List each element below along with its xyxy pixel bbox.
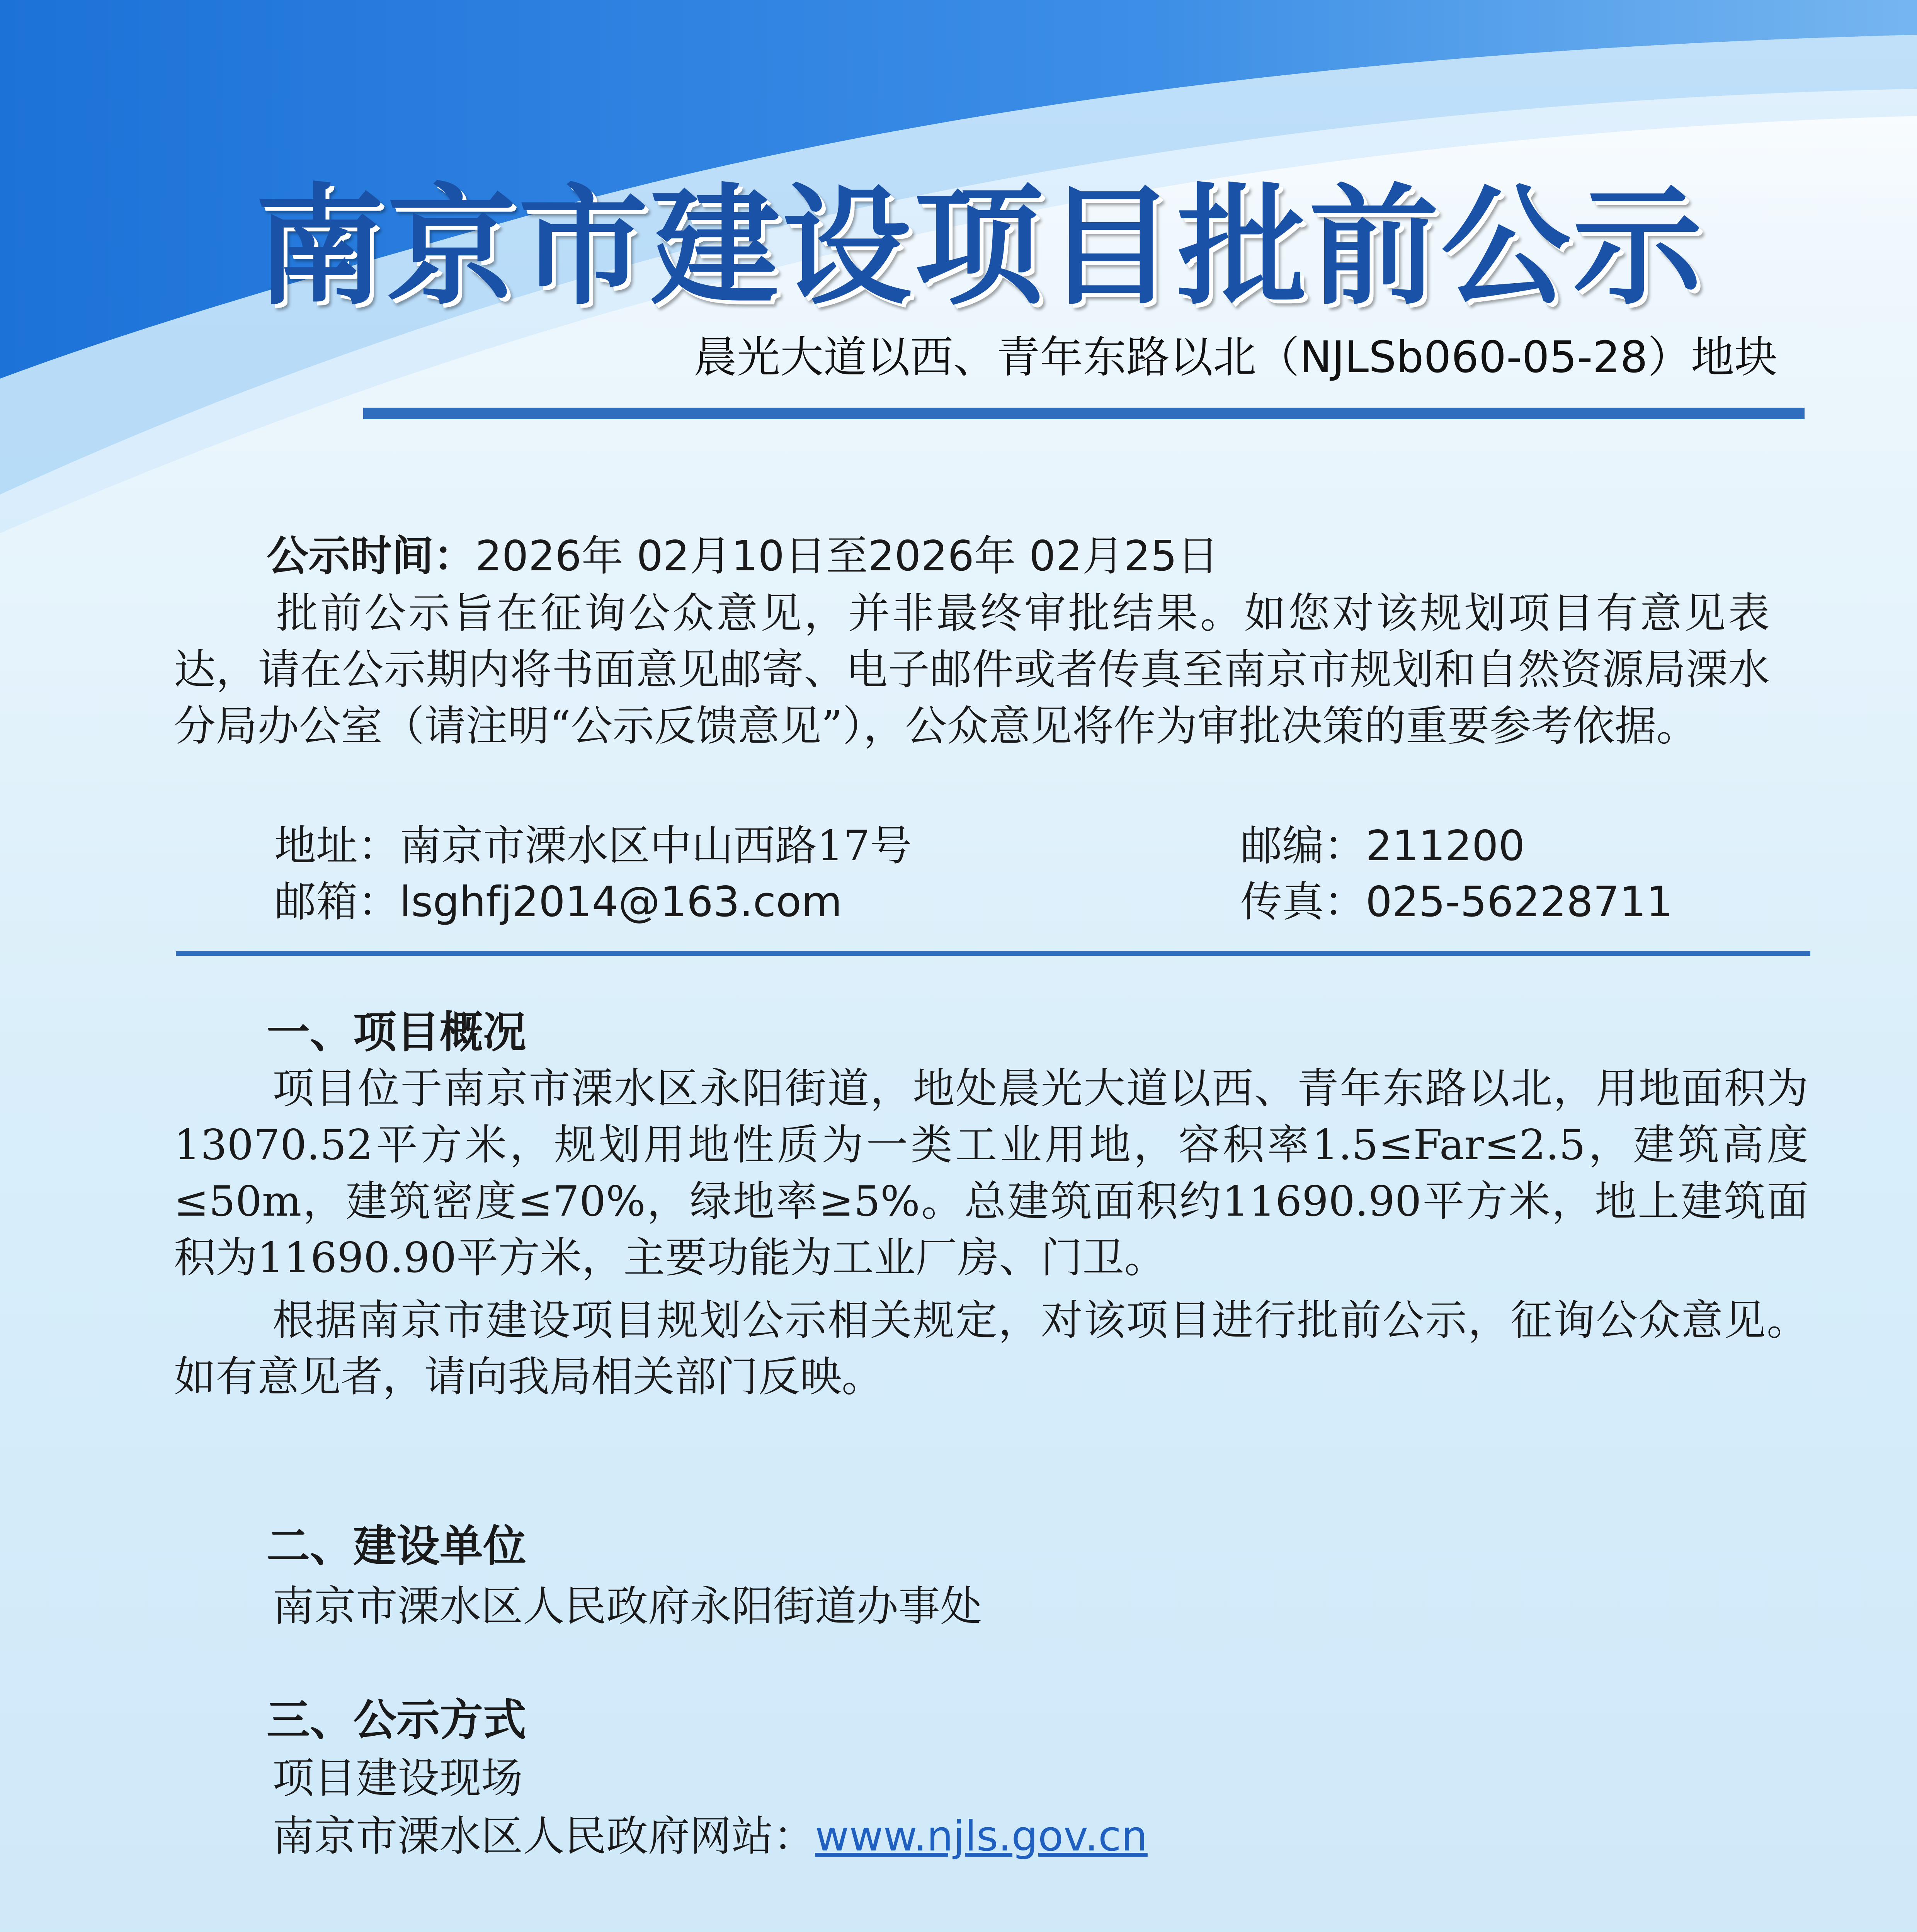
section-divider bbox=[176, 951, 1810, 956]
fax-row bbox=[1240, 875, 1673, 929]
method-heading: 三、公示方式 bbox=[267, 1695, 526, 1745]
method-website-row bbox=[272, 1808, 1148, 1864]
address-value: 南京市溧水区中山西路17号 bbox=[400, 822, 912, 870]
website-link[interactable]: www.njls.gov.cn bbox=[815, 1812, 1148, 1861]
page-title: 南京市建设项目批前公示 bbox=[255, 172, 1704, 323]
notice-period bbox=[267, 529, 1890, 583]
fax-value: 025-56228711 bbox=[1366, 878, 1673, 926]
notice-period-value: 2026年 02月10日至2026年 02月25日 bbox=[475, 532, 1219, 580]
method-website-label: 南京市溧水区人民政府网站： bbox=[272, 1812, 815, 1861]
method-site: 项目建设现场 bbox=[272, 1754, 523, 1803]
address-label: 地址： bbox=[274, 822, 400, 870]
notice-period-label: 公示时间： bbox=[267, 532, 476, 580]
overview-paragraph-1: 项目位于南京市溧水区永阳街道，地处晨光大道以西、青年东路以北，用地面积为13070.52平方米，规划用地性质为一类工业用地，容积率1.5≤Far≤2.5，建筑高度≤50m，建筑密度≤70%，绿地率≥5%。总建筑面积约11690.90平方米，地上建筑面积为11690.90平方米，主要功能为工业厂房、门卫。 bbox=[174, 1065, 1808, 1282]
zip-row bbox=[1240, 819, 1525, 873]
address-row bbox=[274, 819, 912, 873]
builder-heading: 二、建设单位 bbox=[267, 1521, 526, 1571]
email-value: lsghfj2014@163.com bbox=[400, 878, 842, 926]
project-subtitle: 晨光大道以西、青年东路以北（NJLSb060-05-28）地块 bbox=[693, 332, 1778, 383]
intro-paragraph: 批前公示旨在征询公众意见，并非最终审批结果。如您对该规划项目有意见表达，请在公示期内将书面意见邮寄、电子邮件或者传真至南京市规划和自然资源局溧水分局办公室（请注明“公示反馈意见”），公众意见将作为审批决策的重要参考依据。 bbox=[174, 589, 1770, 750]
fax-label: 传真： bbox=[1240, 878, 1366, 926]
email-label: 邮箱： bbox=[274, 878, 400, 926]
zip-value: 211200 bbox=[1366, 822, 1525, 870]
zip-label: 邮编： bbox=[1240, 822, 1366, 870]
builder-name: 南京市溧水区人民政府永阳街道办事处 bbox=[272, 1582, 982, 1631]
overview-paragraph-2: 根据南京市建设项目规划公示相关规定，对该项目进行批前公示，征询公众意见。如有意见者，请向我局相关部门反映。 bbox=[174, 1296, 1808, 1401]
overview-heading: 一、项目概况 bbox=[267, 1007, 526, 1058]
email-row bbox=[274, 875, 842, 929]
title-divider bbox=[363, 408, 1805, 419]
